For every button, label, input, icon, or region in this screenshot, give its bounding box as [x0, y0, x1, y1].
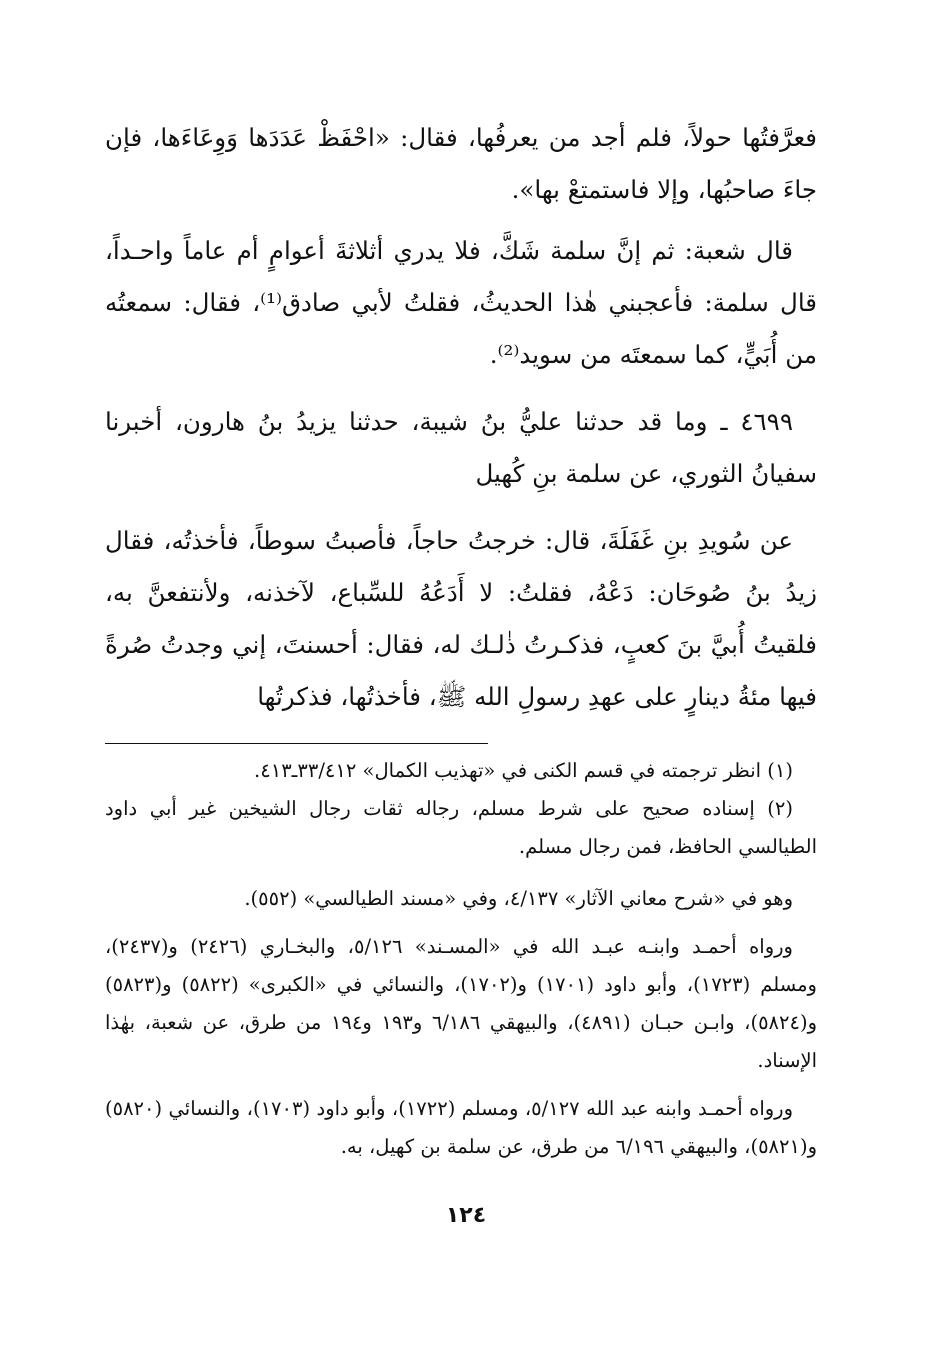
- paragraph-hadith-4699: ٤٦٩٩ ـ وما قد حدثنا عليُّ بنُ شيبة، حدثنا يزيدُ بنُ هارون، أخبرنا سفيانُ الثوري، عن سلمة بنِ كُهيل: [105, 407, 817, 488]
- footnote-1: (١) انظر ترجمته في قسم الكنى في «تهذيب الكمال» ٣٣/٤١٢ـ٤١٣.: [254, 759, 793, 782]
- footnote-2-sources: ورواه أحمـد وابنـه عبـد الله في «المسـند» ٥/١٢٦، والبخـاري (٢٤٢٦) و(٢٤٣٧)، ومسلم (١٧٢٣)، وأبو داود (١٧٠١) و(١٧٠٢)، والنسائي في «الكبرى» (٥٨٢٢) و(٥٨٢٣) و(٥٨٢٤)، وابـن حبـان (٤٨٩١)، والبيهقي ٦/١٨٦ و١٩٣ و١٩٤ من طرق، عن شعبة، بهٰذا الإسناد.: [105, 935, 817, 1072]
- footnote-2: (٢) إسناده صحيح على شرط مسلم، رجاله ثقات رجال الشيخين غير أبي داود الطيالسي الحافظ، فمن رجال مسلم.: [105, 797, 817, 858]
- footnote-2-more-sources: ورواه أحمـد وابنه عبد الله ٥/١٢٧، ومسلم (١٧٢٢)، وأبو داود (١٧٠٣)، والنسائي (٥٨٢٠) و(٥٨٢١)، والبيهقي ٦/١٩٦ من طرق، عن سلمة بن كهيل، به.: [105, 1097, 817, 1158]
- footnote-separator: [105, 743, 488, 744]
- footnotes: [105, 752, 817, 1166]
- book-page: [105, 112, 817, 1242]
- paragraph-shuba: قال شعبة: ثم إنَّ سلمة شَكَّ، فلا يدري أثلاثةَ أعوامٍ أم عاماً واحـداً، قال سلمة: فأعجبني هٰذا الحديثُ، فقلتُ لأبي صادق⁽¹⁾، فقال: سمعتُه من أُبَيٍّ، كما سمعتَه من سويد⁽²⁾.: [105, 236, 817, 369]
- paragraph-suwayd: عن سُويدِ بنِ غَفَلَةَ، قال: خرجتُ حاجاً، فأصبتُ سوطاً، فأخذتُه، فقال زيدُ بنُ صُوحَان: دَعْهُ، فقلتُ: لا أَدَعُهُ للسِّباع، لآخذنه، ولأنتفعنَّ به، فلقيتُ أُبيَّ بنَ كعبٍ، فذكـرتُ ذٰلـك له، فقال: أحسنتَ، إني وجدتُ صُرةً فيها مئةُ دينارٍ على عهدِ رسولِ الله ﷺ، فأخذتُها، فذكرتُها: [105, 526, 817, 711]
- paragraph-continuation: فعرَّفتُها حولاً، فلم أجد من يعرفُها، فقال: «احْفَظْ عَدَدَها وَوِعَاءَها، فإن جاءَ صاحبُها، وإلا فاستمتعْ بها».: [105, 123, 817, 204]
- main-text: [105, 112, 817, 723]
- page-number: ١٢٤: [445, 1203, 487, 1228]
- footnote-2-continuation: وهو في «شرح معاني الآثار» ٤/١٣٧، وفي «مسند الطيالسي» (٥٥٢).: [244, 887, 793, 910]
